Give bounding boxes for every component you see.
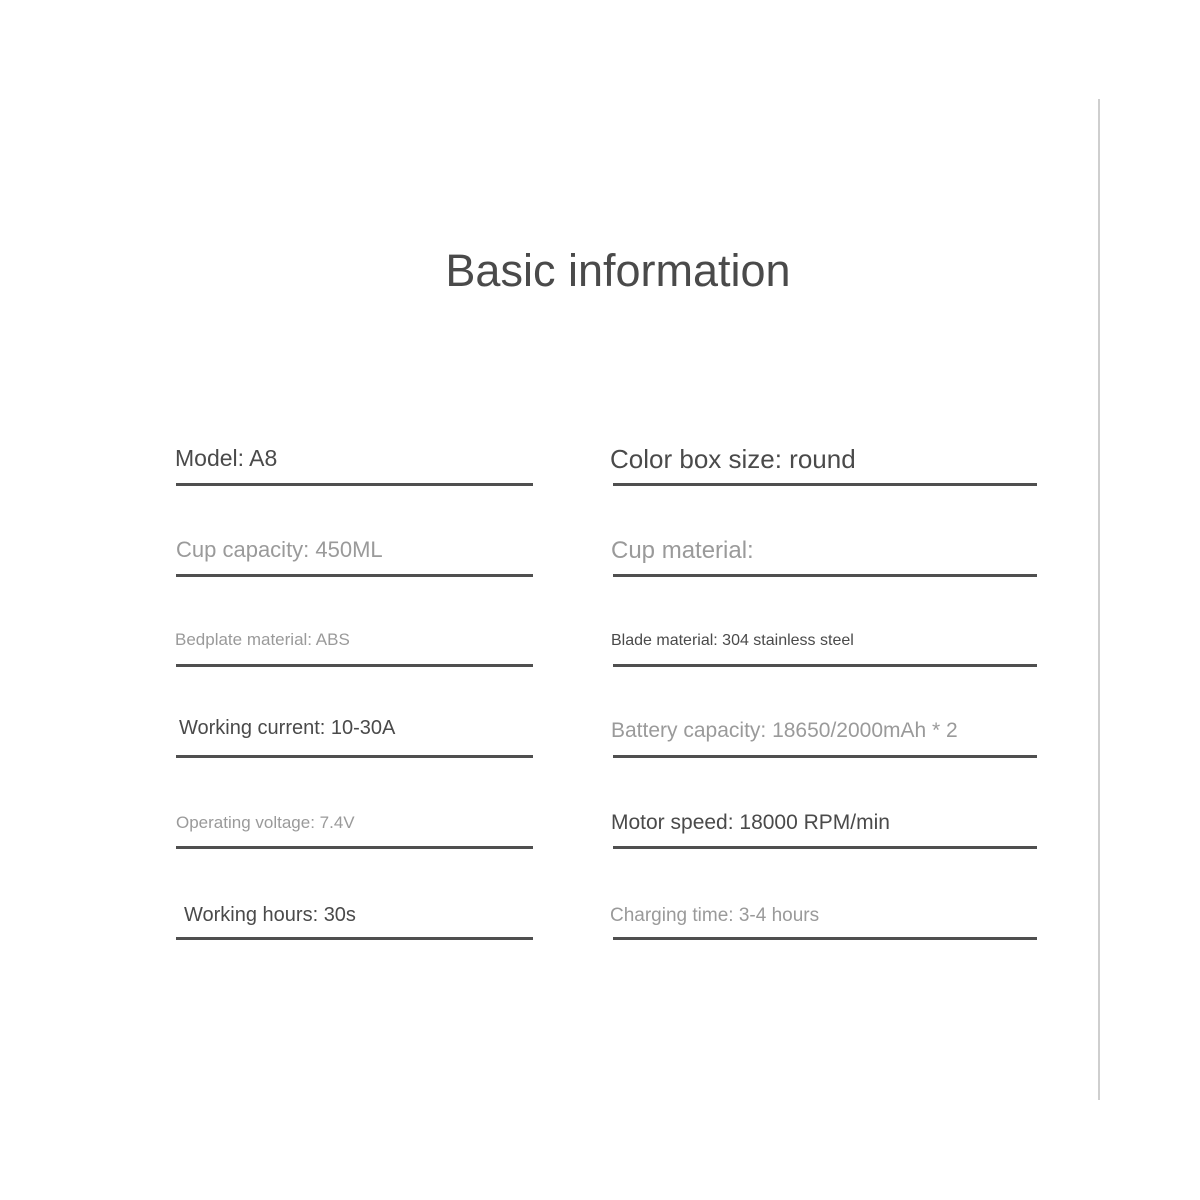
spec-label-blade-material: Blade material: 304 stainless steel [611, 632, 854, 649]
page-title: Basic information [445, 245, 791, 296]
spec-underline [613, 937, 1037, 940]
spec-label-working-current: Working current: 10-30A [179, 717, 396, 739]
spec-underline [176, 574, 533, 577]
spec-label-bedplate-material: Bedplate material: ABS [175, 630, 350, 649]
spec-label-model: Model: A8 [175, 445, 278, 471]
spec-underline [613, 846, 1037, 849]
spec-underline [176, 755, 533, 758]
spec-underline [176, 664, 533, 667]
spec-label-charging-time: Charging time: 3-4 hours [610, 905, 820, 926]
spec-label-cup-material: Cup material: [611, 537, 754, 564]
spec-underline [176, 937, 533, 940]
spec-label-color-box-size: Color box size: round [610, 444, 856, 474]
spec-label-motor-speed: Motor speed: 18000 RPM/min [611, 811, 890, 834]
spec-underline [613, 483, 1037, 486]
spec-underline [613, 755, 1037, 758]
spec-label-cup-capacity: Cup capacity: 450ML [176, 537, 383, 562]
spec-label-working-hours: Working hours: 30s [184, 904, 356, 926]
spec-underline [613, 664, 1037, 667]
spec-underline [176, 846, 533, 849]
spec-underline [176, 483, 533, 486]
spec-label-operating-voltage: Operating voltage: 7.4V [176, 813, 355, 832]
spec-label-battery-capacity: Battery capacity: 18650/2000mAh * 2 [611, 719, 958, 742]
spec-underline [613, 574, 1037, 577]
